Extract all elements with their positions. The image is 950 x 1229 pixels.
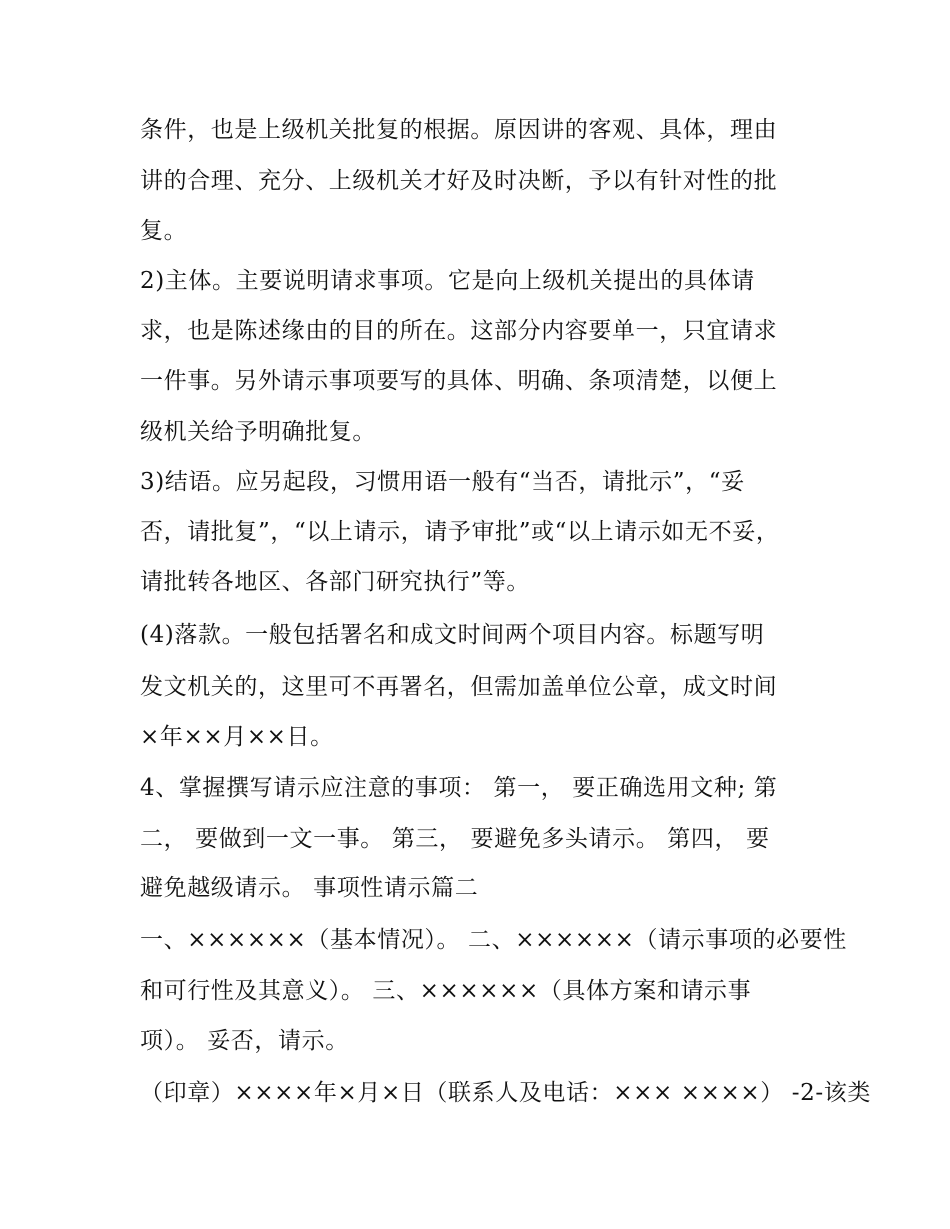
text-line: 发文机关的，这里可不再署名，但需加盖单位公章，成文时间 [140, 674, 778, 700]
text-line: （印章）××××年×月×日（联系人及电话：××× ××××） -2-该类 [140, 1080, 871, 1106]
text-line: 求，也是陈述缘由的目的所在。这部分内容要单一，只宜请求 [140, 318, 778, 344]
text-line: 和可行性及其意义）。 三、××××××（具体方案和请示事 [140, 978, 752, 1004]
text-line: 一、××××××（基本情况）。 二、××××××（请示事项的必要性 [140, 927, 847, 953]
text-line: 级机关给予明确批复。 [140, 419, 376, 445]
text-line: 条件，也是上级机关批复的根据。原因讲的客观、具体，理由 [140, 117, 778, 143]
text-line: ×年××月××日。 [140, 724, 334, 750]
text-line: (4)落款。一般包括署名和成文时间两个项目内容。标题写明 [140, 622, 765, 648]
text-line: 一件事。另外请示事项要写的具体、明确、条项清楚，以便上 [140, 368, 778, 394]
text-line: 3)结语。应另起段，习惯用语一般有“当否，请批示”，“妥 [140, 469, 745, 495]
text-line: 讲的合理、充分、上级机关才好及时决断，予以有针对性的批 [140, 168, 778, 194]
text-line: 4、掌握撰写请示应注意的事项： 第一， 要正确选用文种; 第 [140, 775, 778, 801]
text-line: 二， 要做到一文一事。 第三， 要避免多头请示。 第四， 要 [140, 826, 770, 852]
text-line: 2)主体。主要说明请求事项。它是向上级机关提出的具体请 [140, 268, 755, 294]
text-line: 避免越级请示。 事项性请示篇二 [140, 875, 479, 901]
text-line: 复。 [140, 218, 188, 244]
text-line: 项）。 妥否，请示。 [140, 1028, 349, 1054]
text-line: 请批转各地区、各部门研究执行”等。 [140, 569, 530, 595]
text-line: 否，请批复”，“以上请示，请予审批”或“以上请示如无不妥， [140, 519, 780, 545]
